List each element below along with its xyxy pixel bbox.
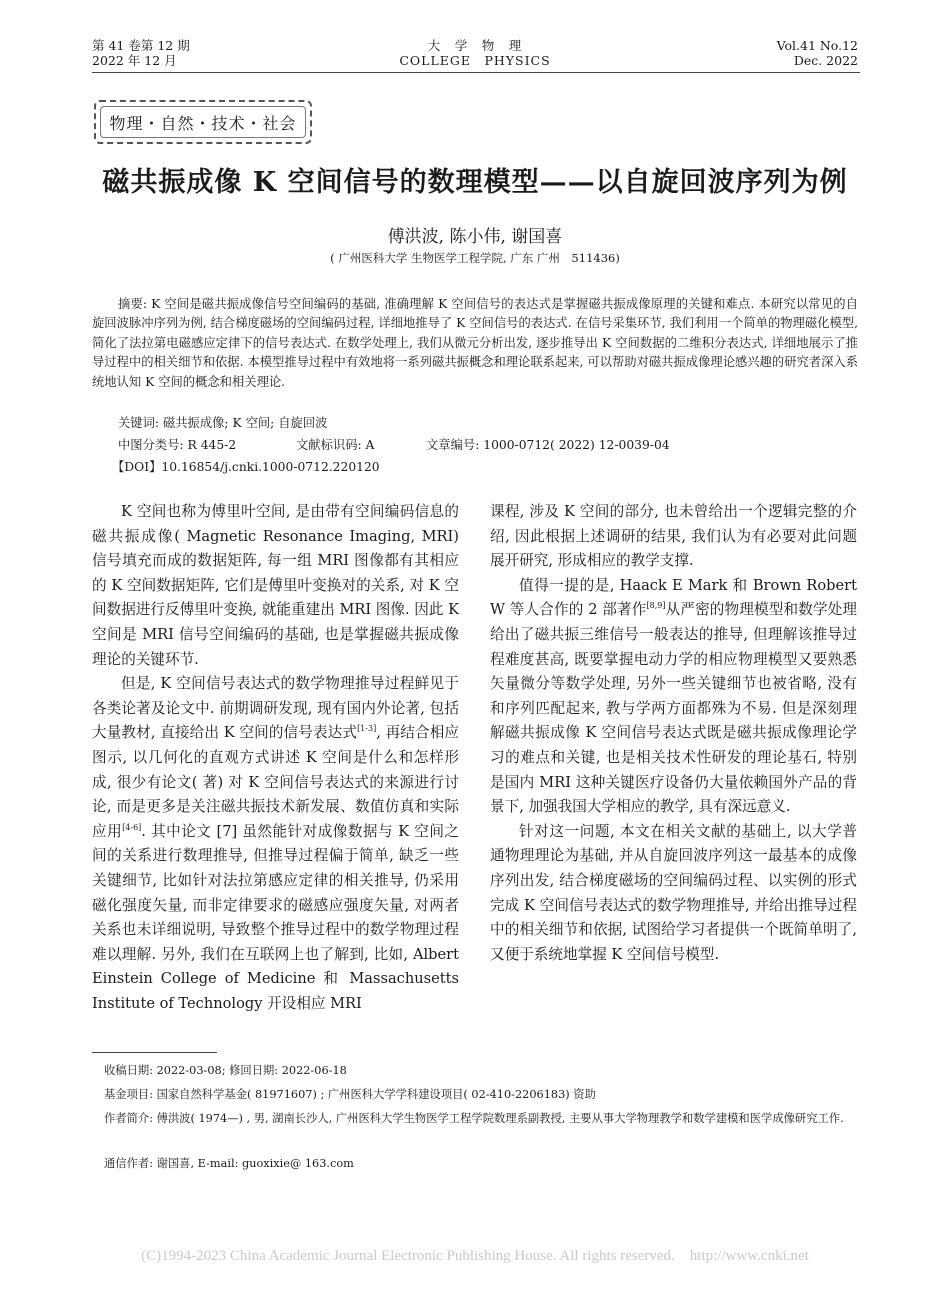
citation-ref: [4-6] <box>122 822 142 832</box>
footnote-rule <box>92 1052 217 1053</box>
classification-row <box>118 435 670 453</box>
issue-date: 2022 年 12 月 <box>92 53 177 68</box>
document-code: 文献标识码: A <box>296 438 375 452</box>
copyright-watermark: (C)1994-2023 China Academic Journal Electronic Publishing House. All rights reserved. http://www.cnki.net <box>141 1248 809 1264</box>
paragraph-text: , 再结合相应图示, 以几何化的直观方式讲述 K 空间是什么和怎样形成, 很少有论文( 著) 对 K 空间信号表达式的来源进行讨论, 而是更多是关注磁共振技术新发展、数值仿真和实际应用 <box>92 724 459 840</box>
abstract <box>92 295 858 392</box>
journal-issue-info-en <box>777 38 858 68</box>
paragraph: 课程, 涉及 K 空间的部分, 也未曾给出一个逻辑完整的介绍, 因此根据上述调研的结果, 我们认为有必要对此问题展开研究, 形成相应的教学支撑. <box>490 503 857 570</box>
journal-name-en: COLLEGE PHYSICS <box>399 53 551 68</box>
corresponding-author: 通信作者: 谢国喜, E-mail: guoxixie@ 163.com <box>104 1157 354 1170</box>
column-tag-label: 物理・自然・技术・社会 <box>100 106 306 138</box>
doi: 【DOI】10.16854/j.cnki.1000-0712.220120 <box>112 460 380 474</box>
column-tag <box>94 100 312 144</box>
classification-number: 中图分类号: R 445-2 <box>118 438 237 452</box>
header-rule <box>92 72 860 73</box>
journal-name-cn: 大 学 物 理 <box>427 38 523 53</box>
received-date: 收稿日期: 2022-03-08; 修回日期: 2022-06-18 <box>104 1064 347 1077</box>
citation-ref: [8,9] <box>646 601 666 611</box>
article-number: 文章编号: 1000-0712( 2022) 12-0039-04 <box>426 438 670 452</box>
paragraph: K 空间也称为傅里叶空间, 是由带有空间编码信息的磁共振成像( Magnetic Resonance Imaging, MRI) 信号填充而成的数据矩阵, 每一组 MRI 图像都有其相应的 K 空间数据矩阵, 它们是傅里叶变换对的关系, 对 K 空间数据进行反傅里叶变换, 就能重建出 MRI 图像. 因此 K 空间是 MRI 信号空间编码的基础, 也是掌握磁共振成像理论的关键环节. <box>92 503 459 668</box>
author-bio: 作者简介: 傅洪波( 1974—) , 男, 湖南长沙人, 广州医科大学生物医学工程学院数理系副教授, 主要从事大学物理教学和数学建模和医学成像研究工作. <box>104 1112 844 1125</box>
paragraph-text: 值得一提的是, Haack E Mark 和 Brown Robert W 等人合作的 2 部著作 <box>490 576 857 619</box>
abstract-text: 摘要: K 空间是磁共振成像信号空间编码的基础, 准确理解 K 空间信号的表达式是掌握磁共振成像原理的关键和难点. 本研究以常见的自旋回波脉冲序列为例, 结合梯度磁场的空间编码过程, 详细地推导了 K 空间信号的表达式. 在信号采集环节, 我们利用一个简单的物理磁化模型, 简化了法拉第电磁感应定律下的信号表达式. 在数学处理上, 我们从微元分析出发, 逐步推导出 K 空间数据的二维积分表达式, 详细地展示了推导过程中的相关细节和依据. 本模型推导过程中有效地将一系列磁共振概念和理论联系起来, 可以帮助对磁共振成像理论感兴趣的研究者深入系统地认知 K 空间的概念和相关理论. <box>92 297 858 389</box>
fund-info: 基金项目: 国家自然科学基金( 81971607) ; 广州医科大学学科建设项目( 02-410-2206183) 资助 <box>104 1088 596 1101</box>
paragraph <box>490 574 857 820</box>
body-column-right <box>490 500 857 967</box>
volume-issue: 第 41 卷第 12 期 <box>92 38 190 53</box>
paragraph-text: 但是, K 空间信号表达式的数学物理推导过程鲜见于各类论著及论文中. 前期调研发现, 现有国内外论著, 包括大量教材, 直接给出 K 空间的信号表达式 <box>92 675 459 742</box>
issue-date-en: Dec. 2022 <box>793 53 858 68</box>
authors: 傅洪波, 陈小伟, 谢国喜 <box>387 227 563 247</box>
paragraph <box>92 672 459 1016</box>
affiliation: ( 广州医科大学 生物医学工程学院, 广东 广州 511436) <box>330 251 620 265</box>
paragraph-text: . 其中论文 [7] 虽然能针对成像数据与 K 空间之间的关系进行数理推导, 但推导过程偏于简单, 缺乏一些关键细节, 比如针对法拉第感应定律的相关推导, 仍采用磁化强度矢量, 而非定律要求的磁感应强度矢量, 对两者关系也未详细说明, 导致整个推导过程中的数学物理过程难以理解. 另外, 我们在互联网上也了解到, 比如, Albert Einstein College of Medicine 和 Massachusetts Institute of Technology 开设相应 MRI <box>92 822 459 1012</box>
volume-issue-en: Vol.41 No.12 <box>776 38 858 53</box>
paragraph: 针对这一问题, 本文在相关文献的基础上, 以大学普通物理理论为基础, 并从自旋回波序列这一最基本的成像序列出发, 结合梯度磁场的空间编码过程、以实例的形式完成 K 空间信号表达式的数学物理推导, 并给出推导过程中的相关细节和依据, 试图给学习者提供一个既简单明了, 又便于系统地掌握 K 空间信号模型. <box>490 822 857 963</box>
paragraph-text: 从严密的物理模型和数学处理给出了磁共振三维信号一般表达的推导, 但理解该推导过程难度甚高, 既要掌握电动力学的相应物理模型又要熟悉矢量微分等数学处理, 另外一些关键细节也被省略, 没有和序列匹配起来, 教与学两方面都殊为不易. 但是深刻理解磁共振成像 K 空间信号表达式既是磁共振成像理论学习的难点和关键, 也是相关技术性研发的理论基石, 特别是国内 MRI 这种关键医疗设备仍大量依赖国外产品的背景下, 加强我国大学相应的教学, 具有深远意义. <box>490 601 857 816</box>
paper-title: 磁共振成像 K 空间信号的数理模型——以自旋回波序列为例 <box>102 167 848 198</box>
body-column-left <box>92 500 459 1016</box>
citation-ref: [1-3] <box>357 724 377 734</box>
keywords: 关键词: 磁共振成像; K 空间; 自旋回波 <box>118 416 328 430</box>
